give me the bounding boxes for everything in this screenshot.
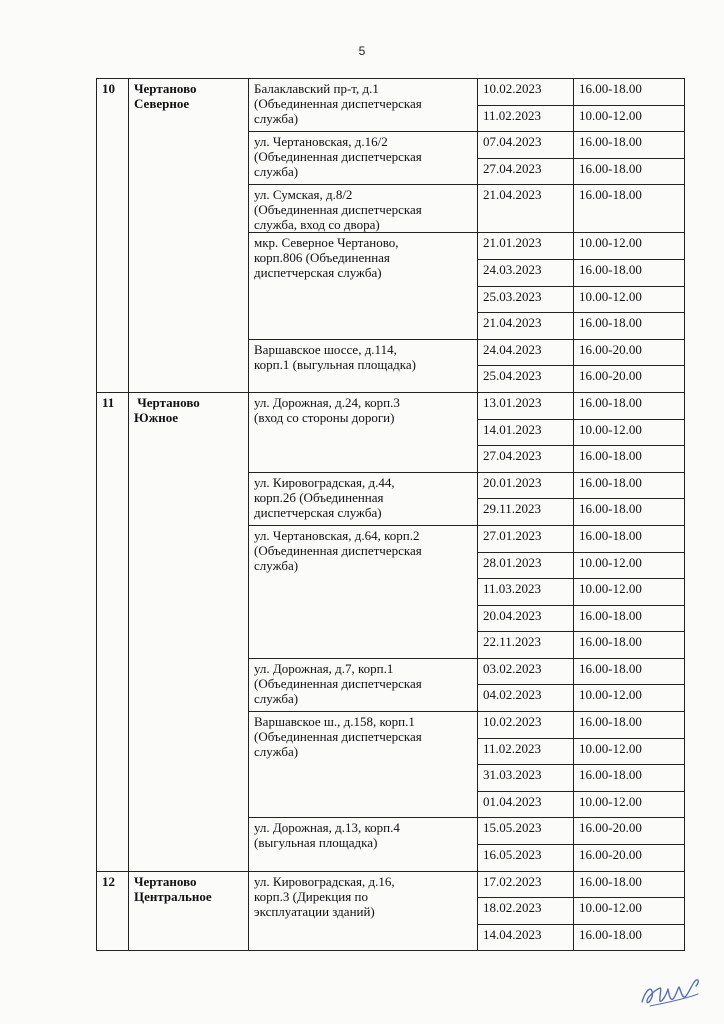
time-cell: 10.00-12.00 [574,552,685,579]
address-cell: ул. Кировоградская, д.44, корп.2б (Объединенная диспетчерская служба) [249,472,478,525]
time-cell: 16.00-18.00 [574,765,685,792]
time-cell: 16.00-18.00 [574,871,685,898]
date-cell: 25.03.2023 [478,286,574,313]
time-cell: 16.00-18.00 [574,392,685,419]
row-number: 12 [97,871,129,951]
time-cell: 16.00-18.00 [574,525,685,552]
date-cell: 28.01.2023 [478,552,574,579]
time-cell: 16.00-18.00 [574,313,685,340]
address-cell: ул. Кировоградская, д.16, корп.3 (Дирекция по эксплуатации зданий) [249,871,478,951]
time-cell: 16.00-18.00 [574,632,685,659]
address-cell: Варшавское ш., д.158, корп.1 (Объединенная диспетчерская служба) [249,712,478,818]
time-cell: 10.00-12.00 [574,685,685,712]
address-cell: ул. Чертановская, д.64, корп.2 (Объединенная диспетчерская служба) [249,525,478,658]
time-cell: 16.00-18.00 [574,259,685,286]
time-cell: 10.00-12.00 [574,105,685,132]
table-row [97,871,685,898]
time-cell: 16.00-18.00 [574,185,685,233]
time-cell: 16.00-20.00 [574,818,685,845]
time-cell: 16.00-18.00 [574,658,685,685]
date-cell: 03.02.2023 [478,658,574,685]
row-number: 11 [97,392,129,871]
date-cell: 16.05.2023 [478,845,574,872]
date-cell: 24.03.2023 [478,259,574,286]
row-number: 10 [97,79,129,393]
date-cell: 17.02.2023 [478,871,574,898]
date-cell: 22.11.2023 [478,632,574,659]
date-cell: 11.02.2023 [478,105,574,132]
address-cell: мкр. Северное Чертаново, корп.806 (Объединенная диспетчерская служба) [249,233,478,339]
date-cell: 13.01.2023 [478,392,574,419]
time-cell: 16.00-18.00 [574,472,685,499]
time-cell: 16.00-18.00 [574,924,685,951]
time-cell: 10.00-12.00 [574,286,685,313]
date-cell: 27.04.2023 [478,158,574,185]
date-cell: 10.02.2023 [478,79,574,106]
date-cell: 11.03.2023 [478,579,574,606]
date-cell: 15.05.2023 [478,818,574,845]
date-cell: 25.04.2023 [478,366,574,393]
date-cell: 21.01.2023 [478,233,574,260]
schedule-table [96,78,685,951]
date-cell: 27.01.2023 [478,525,574,552]
date-cell: 21.04.2023 [478,185,574,233]
date-cell: 24.04.2023 [478,339,574,366]
signature-image [636,972,702,1012]
time-cell: 10.00-12.00 [574,419,685,446]
address-cell: ул. Сумская, д.8/2 (Объединенная диспетчерская служба, вход со двора) [249,185,478,233]
address-cell: ул. Дорожная, д.7, корп.1 (Объединенная диспетчерская служба) [249,658,478,711]
address-cell: ул. Чертановская, д.16/2 (Объединенная диспетчерская служба) [249,132,478,185]
date-cell: 20.04.2023 [478,605,574,632]
date-cell: 10.02.2023 [478,712,574,739]
date-cell: 29.11.2023 [478,499,574,526]
address-cell: Балаклавский пр-т, д.1 (Объединенная диспетчерская служба) [249,79,478,132]
time-cell: 16.00-18.00 [574,132,685,159]
district-name: Чертаново Южное [129,392,249,871]
time-cell: 16.00-18.00 [574,605,685,632]
date-cell: 27.04.2023 [478,446,574,473]
time-cell: 10.00-12.00 [574,233,685,260]
time-cell: 10.00-12.00 [574,579,685,606]
time-cell: 16.00-18.00 [574,499,685,526]
page-number: 5 [358,44,366,58]
time-cell: 10.00-12.00 [574,791,685,818]
date-cell: 01.04.2023 [478,791,574,818]
time-cell: 16.00-18.00 [574,79,685,106]
date-cell: 04.02.2023 [478,685,574,712]
time-cell: 16.00-18.00 [574,158,685,185]
date-cell: 21.04.2023 [478,313,574,340]
time-cell: 16.00-18.00 [574,712,685,739]
time-cell: 10.00-12.00 [574,738,685,765]
time-cell: 10.00-12.00 [574,898,685,925]
table-row [97,79,685,106]
address-cell: ул. Дорожная, д.13, корп.4 (выгульная площадка) [249,818,478,871]
time-cell: 16.00-20.00 [574,339,685,366]
address-cell: Варшавское шоссе, д.114, корп.1 (выгульная площадка) [249,339,478,392]
time-cell: 16.00-18.00 [574,446,685,473]
address-cell: ул. Дорожная, д.24, корп.3 (вход со стороны дороги) [249,392,478,472]
date-cell: 20.01.2023 [478,472,574,499]
date-cell: 11.02.2023 [478,738,574,765]
time-cell: 16.00-20.00 [574,845,685,872]
date-cell: 18.02.2023 [478,898,574,925]
time-cell: 16.00-20.00 [574,366,685,393]
date-cell: 14.01.2023 [478,419,574,446]
date-cell: 07.04.2023 [478,132,574,159]
date-cell: 31.03.2023 [478,765,574,792]
district-name: Чертаново Центральное [129,871,249,951]
date-cell: 14.04.2023 [478,924,574,951]
district-name: Чертаново Северное [129,79,249,393]
table-row [97,392,685,419]
